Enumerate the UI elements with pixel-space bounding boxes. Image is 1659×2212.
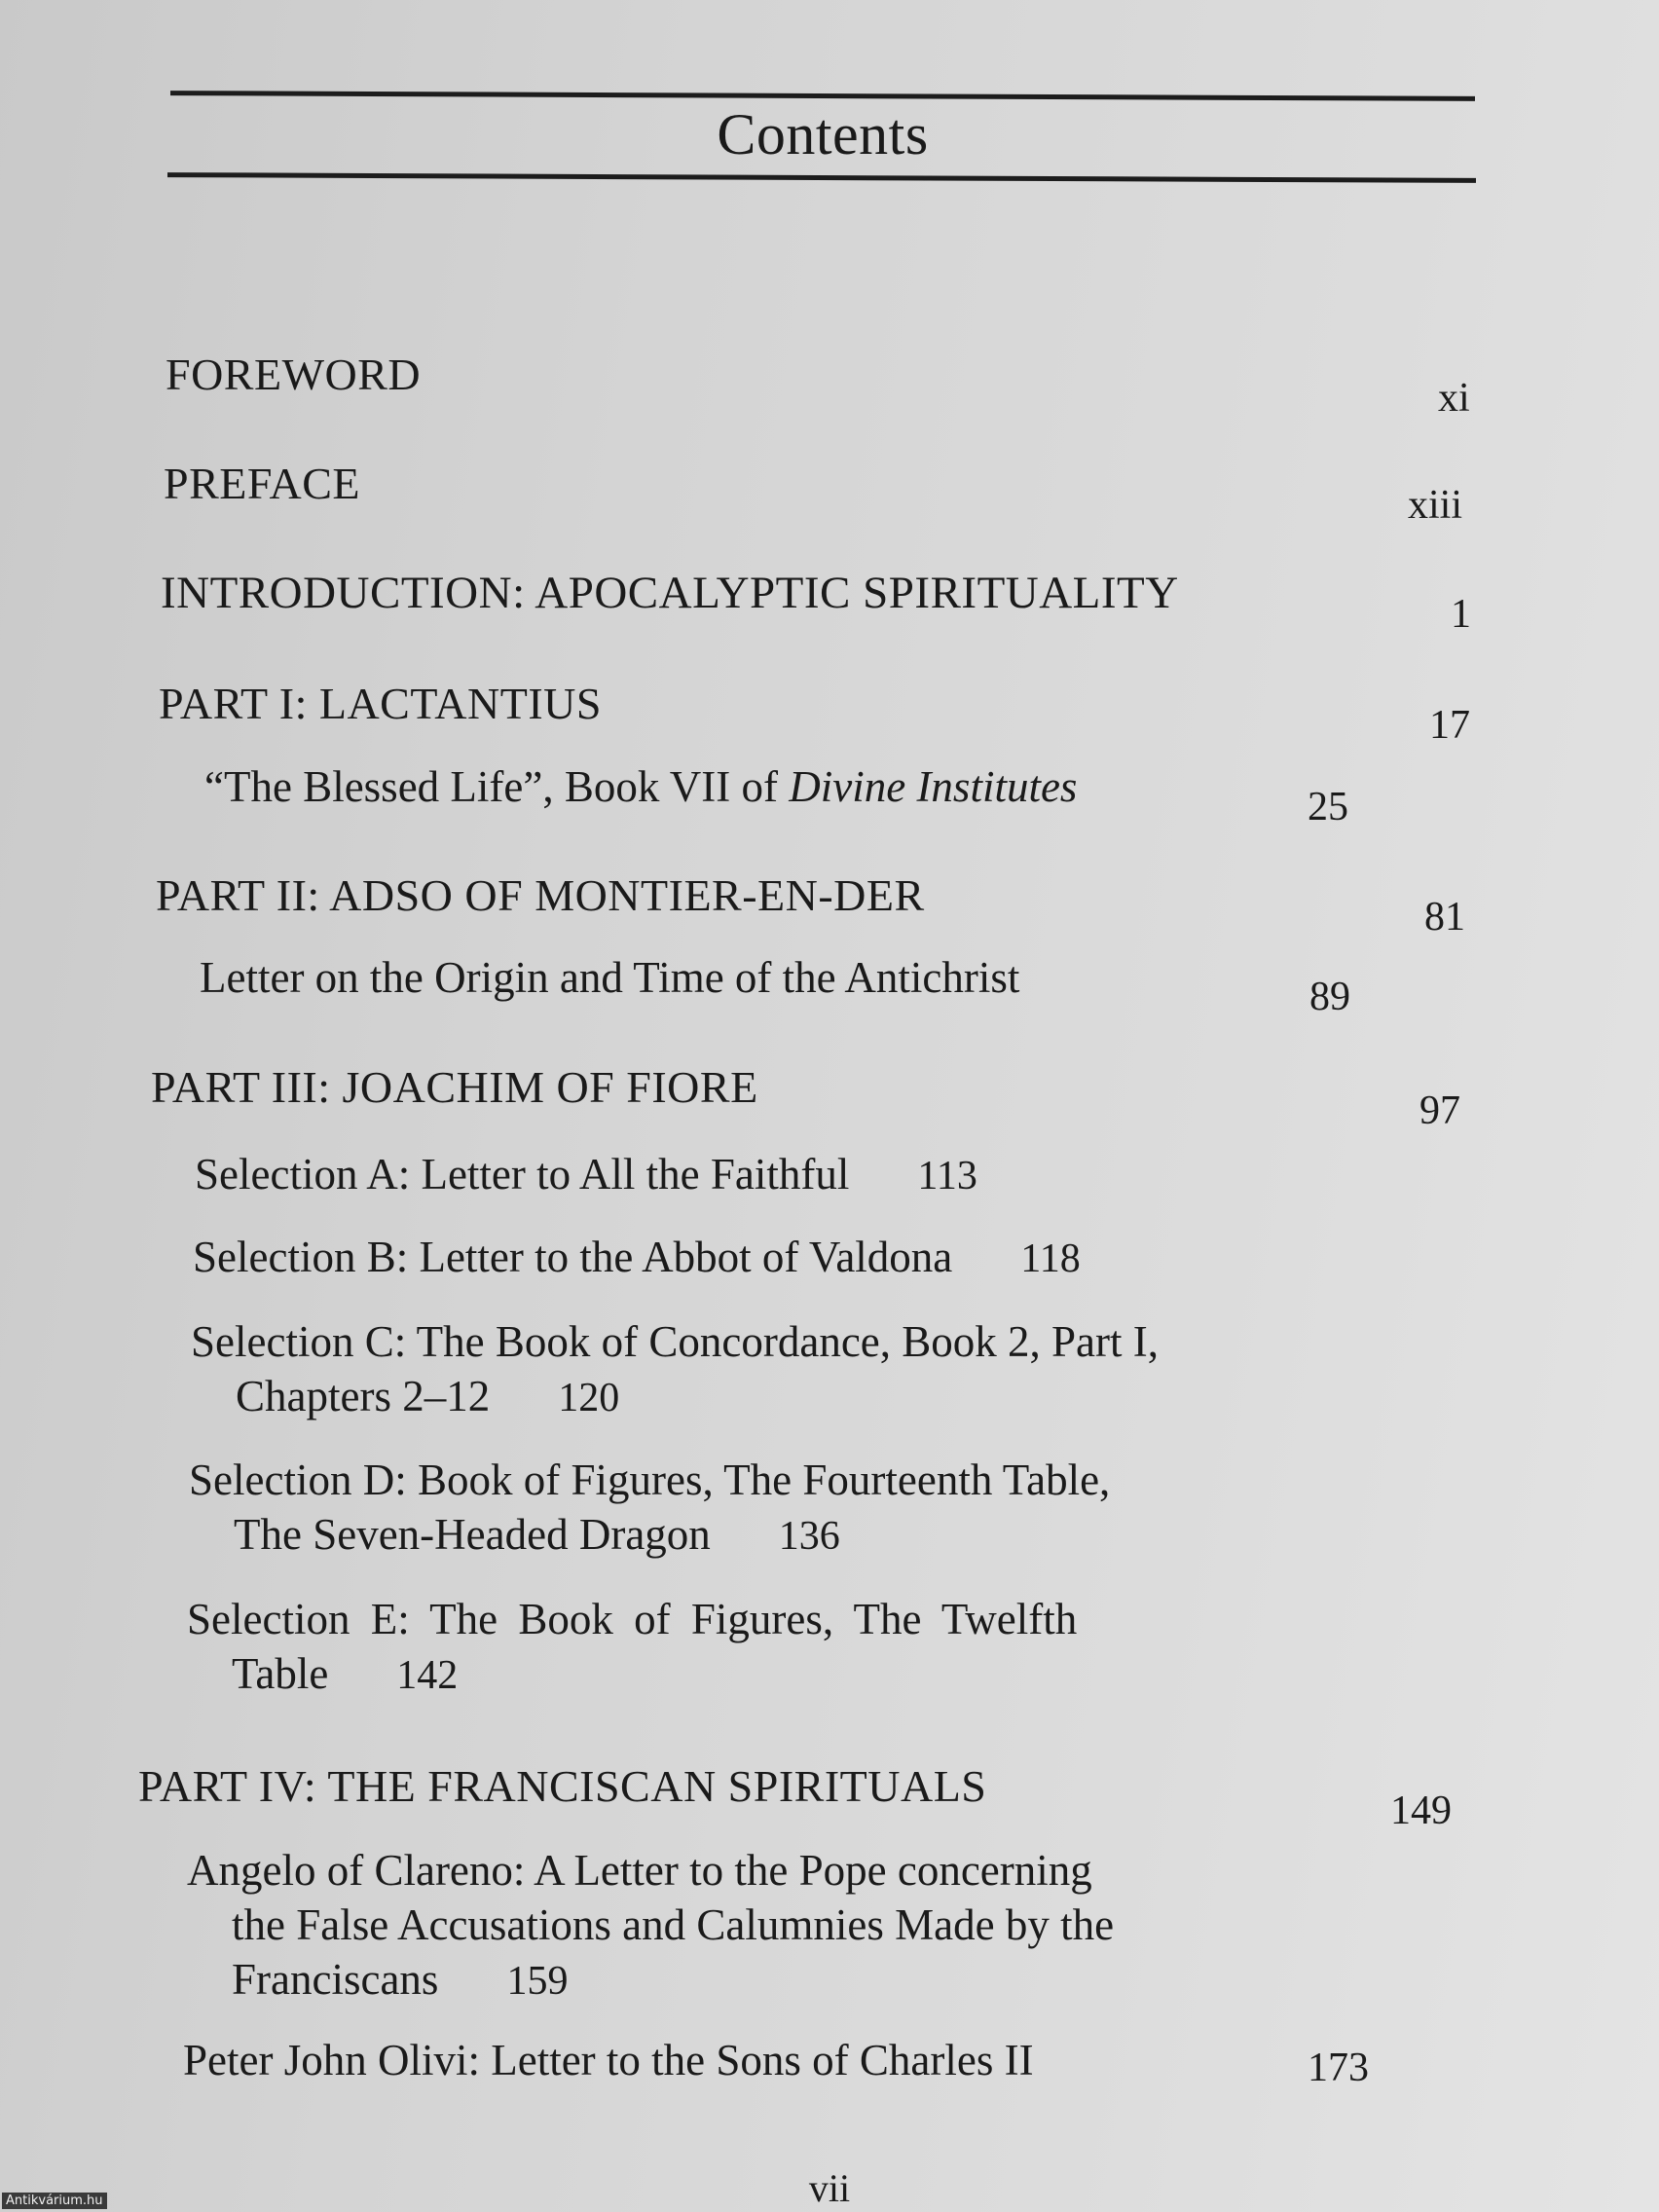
toc-entry-part-iii: PART III: JOACHIM OF FIORE bbox=[151, 1062, 758, 1112]
toc-entry-blessed-life-text: “The Blessed Life”, Book VII of bbox=[204, 762, 790, 811]
toc-entry-introduction: INTRODUCTION: APOCALYPTIC SPIRITUALITY bbox=[161, 568, 1179, 618]
angelo-line-2: the False Accusations and Calumnies Made by the bbox=[232, 1900, 1115, 1949]
angelo-page: 159 bbox=[506, 1959, 569, 2004]
selection-c-line-2-wrap bbox=[191, 1369, 1159, 1425]
toc-page-blessed-life: 25 bbox=[1308, 785, 1348, 830]
selection-c-line-2: Chapters 2–12 bbox=[236, 1372, 491, 1420]
toc-page-foreword: xi bbox=[1438, 376, 1470, 421]
toc-entry-selection-a bbox=[195, 1149, 977, 1199]
toc-entry-olivi-letter: Peter John Olivi: Letter to the Sons of Charles II bbox=[183, 2036, 1034, 2084]
title-underline-rule bbox=[167, 172, 1476, 183]
page-folio: vii bbox=[808, 2166, 851, 2210]
page-title: Contents bbox=[717, 102, 929, 166]
toc-page-part-i: 17 bbox=[1429, 703, 1470, 748]
selection-d-page: 136 bbox=[778, 1514, 840, 1559]
selection-d-line-2: The Seven-Headed Dragon bbox=[234, 1510, 711, 1559]
selection-e-page: 142 bbox=[396, 1653, 459, 1698]
angelo-line-3-wrap bbox=[187, 1952, 1114, 2009]
toc-entry-part-i: PART I: LACTANTIUS bbox=[159, 679, 602, 728]
selection-a-page: 113 bbox=[917, 1154, 977, 1198]
angelo-line-1: Angelo of Clareno: A Letter to the Pope concerning bbox=[187, 1846, 1092, 1895]
toc-page-part-ii: 81 bbox=[1424, 895, 1465, 940]
toc-page-olivi-letter: 173 bbox=[1308, 2046, 1369, 2090]
selection-e-line-1: Selection E: The Book of Figures, The Twelfth bbox=[187, 1595, 1078, 1643]
toc-entry-preface: PREFACE bbox=[164, 459, 361, 508]
toc-page-adso-letter: 89 bbox=[1309, 975, 1350, 1019]
toc-entry-blessed-life bbox=[204, 761, 1077, 812]
toc-page-introduction: 1 bbox=[1451, 592, 1471, 637]
selection-b-page: 118 bbox=[1020, 1236, 1081, 1281]
angelo-line-3: Franciscans bbox=[232, 1955, 439, 2004]
selection-c-line-1: Selection C: The Book of Concordance, Book 2, Part I, bbox=[191, 1317, 1159, 1366]
toc-entry-selection-e bbox=[187, 1592, 1077, 1703]
toc-entry-angelo-letter bbox=[187, 1843, 1114, 2009]
selection-d-line-1: Selection D: Book of Figures, The Fourteenth Table, bbox=[189, 1456, 1111, 1504]
toc-entry-part-ii: PART II: ADSO OF MONTIER-EN-DER bbox=[156, 870, 925, 920]
selection-c-page: 120 bbox=[558, 1376, 620, 1420]
toc-entry-selection-d bbox=[189, 1453, 1110, 1564]
selection-a-label: Selection A: Letter to All the Faithful bbox=[195, 1150, 850, 1198]
toc-page-part-iv: 149 bbox=[1390, 1788, 1452, 1833]
watermark-stamp: Antikvárium.hu bbox=[2, 2193, 107, 2209]
selection-e-line-2-wrap bbox=[187, 1646, 1077, 1703]
toc-entry-part-iv: PART IV: THE FRANCISCAN SPIRITUALS bbox=[138, 1761, 987, 1811]
toc-entry-adso-letter: Letter on the Origin and Time of the Antichrist bbox=[200, 953, 1020, 1002]
top-rule bbox=[170, 91, 1475, 101]
toc-entry-selection-b bbox=[193, 1232, 1081, 1282]
toc-entry-blessed-life-italic: Divine Institutes bbox=[789, 762, 1078, 811]
selection-e-line-2: Table bbox=[232, 1649, 329, 1698]
selection-d-line-2-wrap bbox=[189, 1507, 1110, 1564]
toc-page-part-iii: 97 bbox=[1419, 1088, 1460, 1133]
toc-page-preface: xiii bbox=[1408, 483, 1463, 528]
toc-entry-foreword: FOREWORD bbox=[166, 350, 422, 399]
selection-b-label: Selection B: Letter to the Abbot of Valdona bbox=[193, 1233, 953, 1281]
toc-entry-selection-c bbox=[191, 1314, 1159, 1425]
